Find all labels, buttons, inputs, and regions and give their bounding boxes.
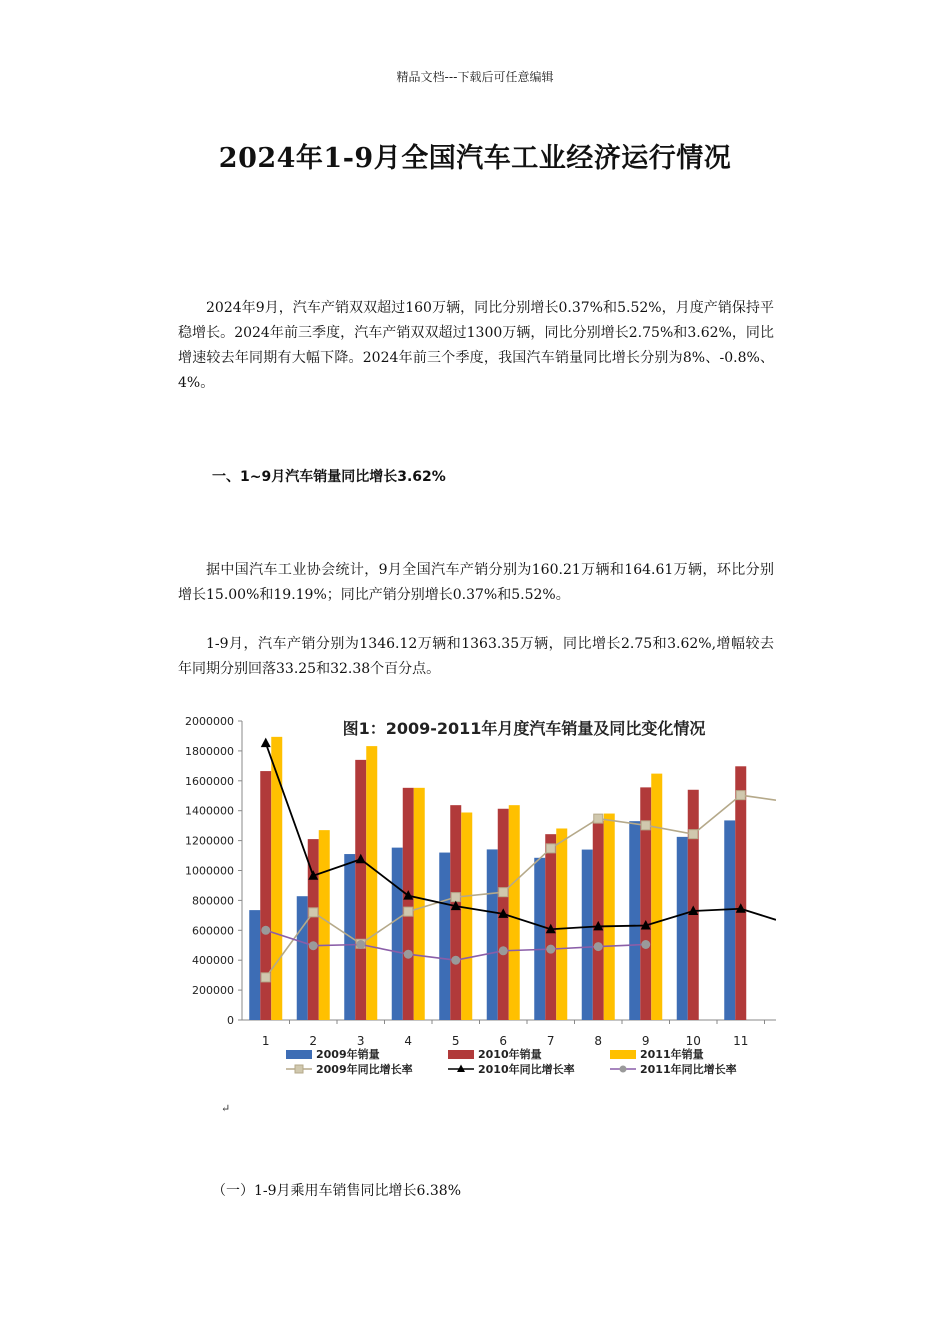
line-2010 — [266, 743, 776, 929]
legend-label: 2009年同比增长率 — [316, 1063, 413, 1076]
x-tick-label: 1 — [261, 1034, 270, 1048]
y-tick-label: 1000000 — [185, 864, 234, 878]
bar-2009-11 — [724, 820, 735, 1020]
sales-chart — [178, 706, 776, 1090]
legend-label: 2009年销量 — [316, 1048, 380, 1061]
bar-2010-8 — [593, 821, 604, 1020]
legend-label: 2010年同比增长率 — [478, 1063, 575, 1076]
marker-2009 — [309, 908, 318, 917]
bar-2009-7 — [534, 858, 545, 1020]
y-tick-label: 600000 — [192, 924, 234, 938]
bar-2009-2 — [297, 896, 308, 1020]
bar-2009-9 — [629, 821, 640, 1020]
x-tick-label: 8 — [594, 1034, 603, 1048]
bar-2010-4 — [403, 788, 414, 1020]
x-tick-label: 5 — [451, 1034, 460, 1048]
marker-2011 — [594, 942, 603, 951]
y-tick-label: 2000000 — [185, 715, 234, 728]
legend-swatch — [610, 1050, 636, 1059]
bar-2009-4 — [392, 848, 403, 1020]
paragraph-stats-jan-sep: 1-9月，汽车产销分别为1346.12万辆和1363.35万辆，同比增长2.75和3.62%,增幅较去年同期分别回落33.25和32.38个百分点。 — [178, 636, 774, 677]
chart-title: 图1：2009-2011年月度汽车销量及同比变化情况 — [342, 719, 706, 738]
y-tick-label: 0 — [227, 1014, 234, 1027]
marker-2009 — [546, 844, 555, 853]
y-tick-label: 800000 — [192, 894, 234, 908]
bar-2011-5 — [461, 812, 472, 1020]
x-tick-label: 2 — [309, 1034, 318, 1048]
y-tick-label: 1600000 — [185, 774, 234, 788]
marker-2010 — [261, 738, 271, 748]
x-tick-label: 7 — [546, 1034, 555, 1048]
legend-label: 2010年销量 — [478, 1048, 542, 1061]
bar-2009-8 — [582, 850, 593, 1020]
legend-marker — [620, 1066, 627, 1073]
x-tick-label: 6 — [499, 1034, 508, 1048]
bar-2011-1 — [271, 737, 282, 1020]
bar-2009-1 — [249, 910, 260, 1020]
bar-2010-1 — [260, 771, 271, 1020]
bar-2009-5 — [439, 853, 450, 1020]
paragraph-stats-september: 据中国汽车工业协会统计，9月全国汽车产销分别为160.21万辆和164.61万辆，环比分别增长15.00%和19.19%；同比产销分别增长0.37%和5.52%。 — [178, 562, 774, 603]
legend-swatch — [448, 1050, 474, 1059]
bar-2010-5 — [450, 805, 461, 1020]
legend-label: 2011年同比增长率 — [640, 1063, 737, 1076]
marker-2009 — [451, 893, 460, 902]
marker-2009 — [736, 791, 745, 800]
marker-2009 — [261, 973, 270, 982]
marker-2009 — [404, 907, 413, 916]
marker-2011 — [499, 946, 508, 955]
legend-label: 2011年销量 — [640, 1048, 704, 1061]
y-tick-label: 400000 — [192, 954, 234, 968]
sales-chart-svg — [178, 706, 776, 1090]
x-tick-label: 4 — [404, 1034, 413, 1048]
bar-2010-3 — [355, 760, 366, 1020]
bar-2011-7 — [556, 828, 567, 1020]
y-tick-label: 1800000 — [185, 744, 234, 758]
subsection-heading: （一）1-9月乘用车销售同比增长6.38% — [212, 1183, 462, 1199]
marker-2009 — [689, 830, 698, 839]
bar-2011-4 — [414, 788, 425, 1020]
bar-2009-10 — [677, 837, 688, 1020]
legend-swatch — [286, 1050, 312, 1059]
y-tick-label: 200000 — [192, 984, 234, 998]
bar-2010-11 — [735, 766, 746, 1020]
marker-2009 — [499, 888, 508, 897]
bar-2011-8 — [604, 814, 615, 1020]
marker-2009 — [594, 814, 603, 823]
bar-series-group — [249, 737, 746, 1020]
y-tick-label: 1400000 — [185, 804, 234, 818]
marker-2011 — [356, 940, 365, 949]
marker-2011 — [261, 926, 270, 935]
x-tick-label: 9 — [641, 1034, 650, 1048]
chart-legend — [286, 1047, 737, 1076]
section-heading-1: 一、1~9月汽车销量同比增长3.62% — [212, 469, 446, 485]
x-tick-label: 3 — [356, 1034, 365, 1048]
bar-2011-6 — [509, 805, 520, 1020]
marker-2011 — [451, 956, 460, 965]
bar-2011-2 — [319, 830, 330, 1020]
paragraph-mark: ↵ — [221, 1102, 231, 1115]
intro-paragraph: 2024年9月，汽车产销双双超过160万辆，同比分别增长0.37%和5.52%，月度产销保持平稳增长。2024年前三季度，汽车产销双双超过1300万辆，同比分别增长2.75%和3.62%，同比增速较去年同期有大幅下降。2024年前三个季度，我国汽车销量同比增长分别为8%、-0.8%、4%。 — [178, 300, 774, 391]
x-tick-label: 10 — [685, 1034, 701, 1048]
legend-marker — [295, 1065, 303, 1073]
marker-2011 — [641, 940, 650, 949]
page-header: 精品文档---下载后可任意编辑 — [396, 70, 554, 84]
marker-2011 — [546, 945, 555, 954]
marker-2009 — [641, 821, 650, 830]
marker-2011 — [404, 950, 413, 959]
bar-2011-3 — [366, 746, 377, 1020]
document-title: 2024年1-9月全国汽车工业经济运行情况 — [218, 143, 732, 174]
bar-2009-6 — [487, 849, 498, 1020]
bar-2010-10 — [688, 790, 699, 1020]
marker-2011 — [309, 941, 318, 950]
x-axis — [262, 1020, 765, 1048]
x-tick-label: 11 — [733, 1034, 749, 1048]
bar-2011-9 — [651, 774, 662, 1020]
y-tick-label: 1200000 — [185, 834, 234, 848]
